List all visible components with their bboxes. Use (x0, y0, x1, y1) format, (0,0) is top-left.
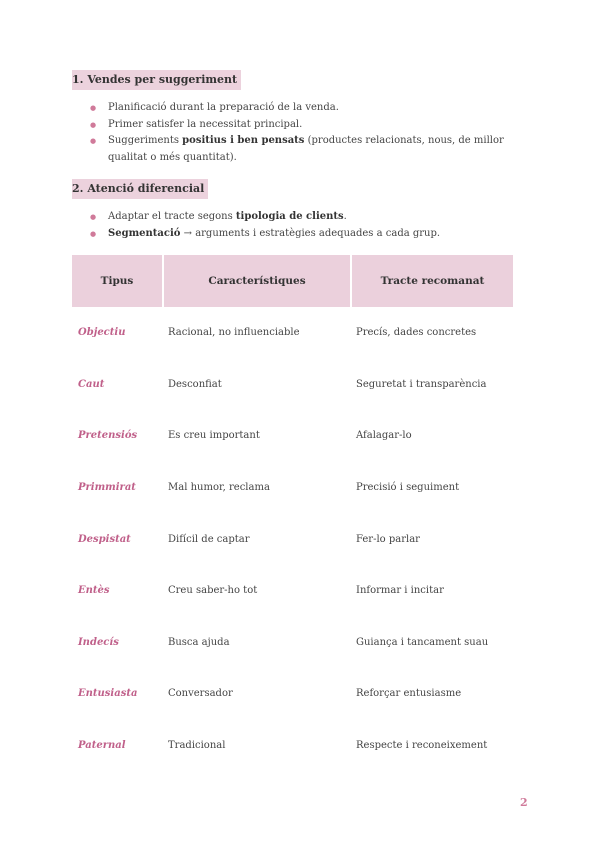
bullet-emphasis: tipologia de clients (235, 211, 344, 222)
bullet-list-atencio (90, 209, 510, 242)
table-row (72, 668, 513, 720)
list-item (90, 209, 510, 226)
bullet-text: . (343, 211, 347, 222)
table-row (72, 307, 513, 359)
cell-type: Primmirat (78, 482, 136, 494)
cell-type: Indecís (78, 636, 119, 648)
cell-treatment: Reforçar entusiasme (356, 688, 462, 700)
cell-treatment: Afalagar-lo (356, 430, 412, 442)
cell-type: Caut (78, 378, 105, 390)
table-row (72, 359, 513, 411)
cell-traits: Busca ajuda (168, 636, 230, 648)
cell-traits: Difícil de captar (168, 533, 250, 545)
cell-treatment: Informar i incitar (356, 585, 444, 597)
list-item (90, 117, 510, 134)
bullet-emphasis: Segmentació (108, 227, 181, 239)
table-row (72, 617, 513, 669)
table-header-row (72, 255, 513, 307)
list-item (90, 226, 510, 243)
table-row (72, 720, 513, 772)
cell-treatment: Respecte i reconeixement (356, 740, 488, 752)
list-item (90, 100, 510, 117)
bullet-text: Primer satisfer la necessitat principal. (108, 118, 303, 130)
bullet-list-vendes (90, 100, 510, 166)
cell-treatment: Seguretat i transparència (356, 378, 487, 390)
column-header-tracte: Tracte recomanat (350, 255, 513, 307)
cell-treatment: Precisió i seguiment (356, 482, 460, 494)
section-heading-atencio: 2. Atenció diferencial (72, 179, 208, 199)
cell-traits: Creu saber-ho tot (168, 585, 258, 597)
page-number: 2 (520, 796, 528, 809)
column-header-caracteristiques: Característiques (162, 255, 350, 307)
bullet-text: → arguments i estratègies adequades a cada grup. (180, 227, 441, 239)
client-types-table (72, 255, 513, 771)
cell-traits: Mal humor, reclama (168, 482, 270, 494)
cell-treatment: Fer-lo parlar (356, 533, 420, 545)
bullet-text: Suggeriments (108, 135, 183, 146)
cell-type: Entusiasta (78, 688, 138, 700)
cell-type: Entès (78, 585, 110, 597)
cell-traits: Desconfiat (168, 378, 222, 390)
cell-traits: Tradicional (168, 740, 226, 752)
bullet-text: (productes relacionats, nous, de millor qualitat o més quantitat). (108, 135, 504, 163)
cell-traits: Es creu important (168, 430, 260, 442)
list-item (90, 133, 510, 166)
table-row (72, 462, 513, 514)
cell-type: Objectiu (78, 327, 126, 339)
cell-type: Paternal (78, 740, 126, 752)
bullet-emphasis: positius i ben pensats (182, 135, 305, 146)
cell-treatment: Precís, dades concretes (356, 327, 477, 339)
cell-traits: Racional, no influenciable (168, 327, 300, 339)
table-row (72, 565, 513, 617)
table-row (72, 513, 513, 565)
table-row (72, 410, 513, 462)
cell-type: Pretensiós (78, 430, 138, 442)
column-header-tipus: Tipus (72, 255, 162, 307)
cell-traits: Conversador (168, 688, 233, 700)
section-heading-vendes: 1. Vendes per suggeriment (72, 70, 241, 90)
cell-type: Despistat (78, 533, 131, 545)
bullet-text: Adaptar el tracte segons (108, 211, 236, 222)
bullet-text: Planificació durant la preparació de la venda. (108, 102, 339, 113)
cell-treatment: Guiança i tancament suau (356, 636, 489, 648)
